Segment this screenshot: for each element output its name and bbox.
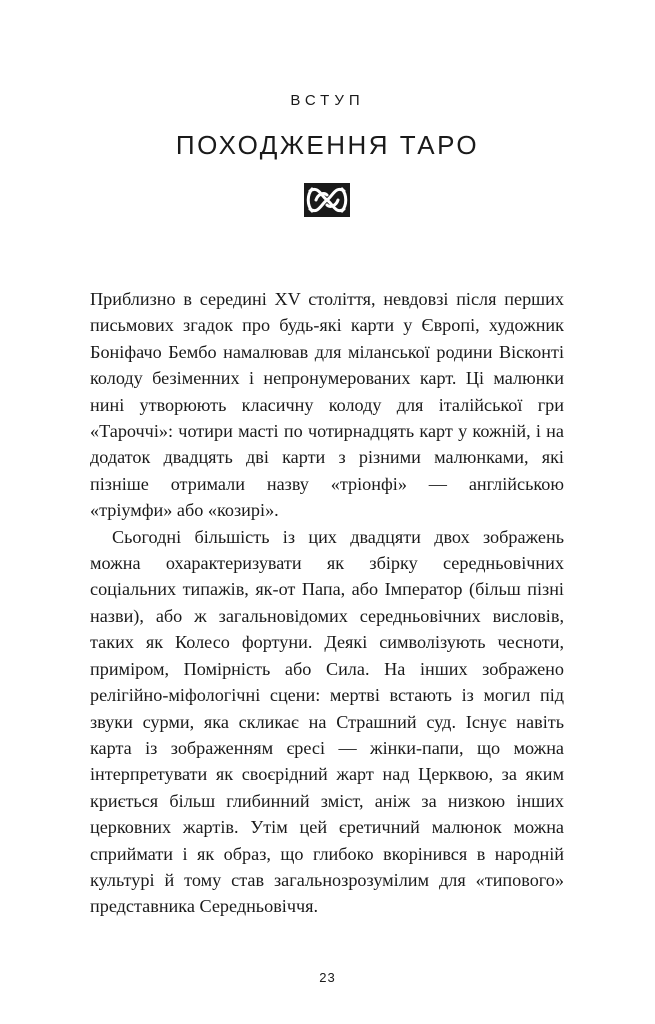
celtic-knot-icon	[304, 183, 350, 217]
section-label: ВСТУП	[290, 92, 365, 109]
paragraph-2: Сьогодні більшість із цих двадцяти двох зображень можна охарактеризувати як збірку середньовічних соціальних типажів, як-от Папа, або Імператор (більш пізні назви), або ж загальновідомих середньовічних висловів, таких як Колесо фортуни. Деякі символізують чесноти, приміром, Помірність або Сила. На інших зображено релігійно-міфологічні сцени: мертві встають із могил під звуки сурми, яка скликає на Страшний суд. Існує навіть карта із зображенням єресі — жінки-папи, що можна інтерпретувати як своєрідний жарт над Церквою, за яким криється більш глибинний зміст, аніж за низкою інших церковних жартів. Утім цей єретичний малюнок можна сприймати і як образ, що глибоко вкорінився в народній культурі й тому став загальнозрозумілим для «типового» представника Середньовіччя.	[90, 526, 564, 917]
chapter-title: ПОХОДЖЕННЯ ТАРО	[175, 130, 480, 160]
paragraph-1: Приблизно в середині XV століття, невдовзі після перших письмових згадок про будь-які карти у Європі, художник Боніфачо Бембо намалював для міланської родини Вісконті колоду безіменних і непронумерованих карт. Ці малюнки нині утворюють класичну колоду для італійської гри «Тароччі»: чотири масті по чотирнадцять карт у кожній, і на додаток двадцять дві карти з різними малюнками, які пізніше отримали назву «тріонфі» — англійською «тріумфи» або «козирі».	[90, 289, 564, 521]
body-text	[90, 286, 564, 920]
page-number: 23	[319, 970, 336, 985]
